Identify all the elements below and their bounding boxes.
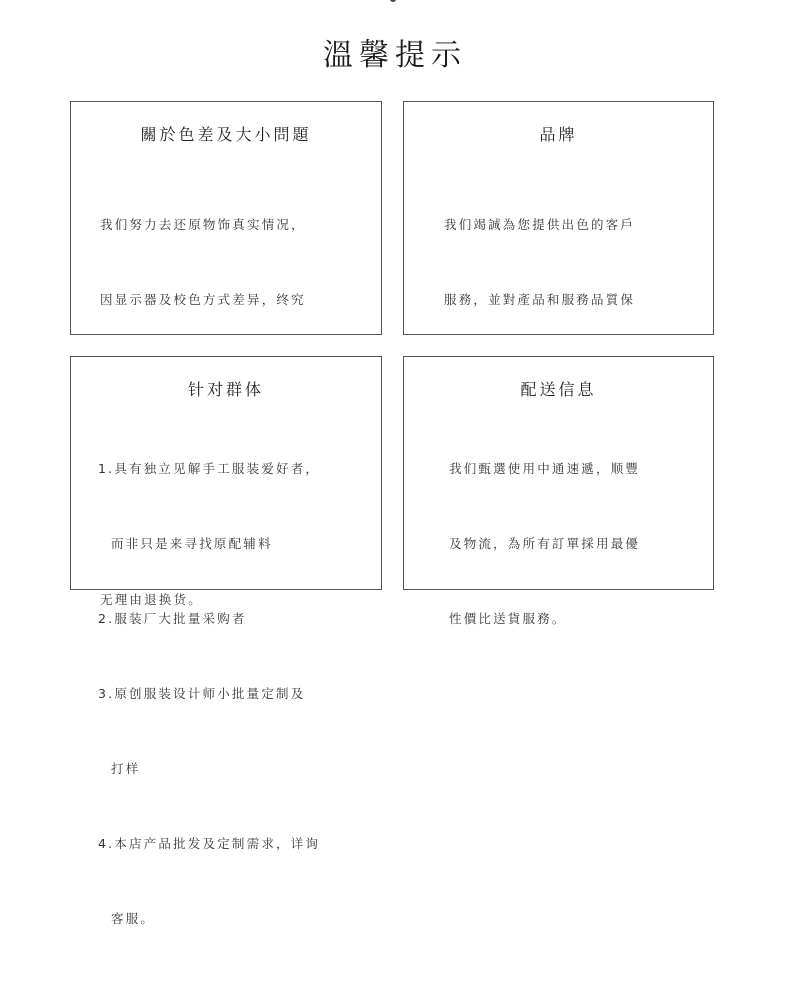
card-title: 品牌 <box>539 125 578 144</box>
card-body <box>98 406 320 981</box>
card-text-line: 打样 <box>111 761 141 776</box>
card-title: 關於色差及大小問題 <box>140 125 312 144</box>
top-decorative-dot <box>390 0 396 2</box>
card-title: 配送信息 <box>520 380 597 399</box>
card-title: 针对群体 <box>187 380 264 399</box>
card-text-line: 无理由退换货。 <box>100 592 203 607</box>
card-text-line: 我们竭誠為您提供出色的客戶 <box>444 217 636 232</box>
card-text-line: 及物流，為所有訂單採用最優 <box>449 536 641 551</box>
card-text-line: 服務，並對產品和服務品質保 <box>444 292 636 307</box>
card-text-line: 2.服装厂大批量采购者 <box>98 611 247 626</box>
card-text-line: 4.本店产品批发及定制需求，详询 <box>98 836 321 851</box>
card-text-line: 我们甄選使用中通速遞，顺豐 <box>449 461 641 476</box>
card-text-line: 性價比送貨服務。 <box>449 611 567 626</box>
card-body <box>449 406 640 681</box>
card-shipping-info <box>403 356 714 626</box>
card-text-line: 客服。 <box>111 911 156 926</box>
card-brand <box>403 101 714 335</box>
card-text-line: 而非只是来寻找原配辅料 <box>111 536 273 551</box>
card-text-line: 3.原创服装设计师小批量定制及 <box>98 686 306 701</box>
card-text-line: 因显示器及校色方式差异，终究 <box>100 292 306 307</box>
card-text-line: 1.具有独立见解手工服装爱好者， <box>98 461 321 476</box>
card-text-line: 我们努力去还原物饰真实情况， <box>100 217 306 232</box>
page-title: 溫馨提示 <box>323 38 467 73</box>
